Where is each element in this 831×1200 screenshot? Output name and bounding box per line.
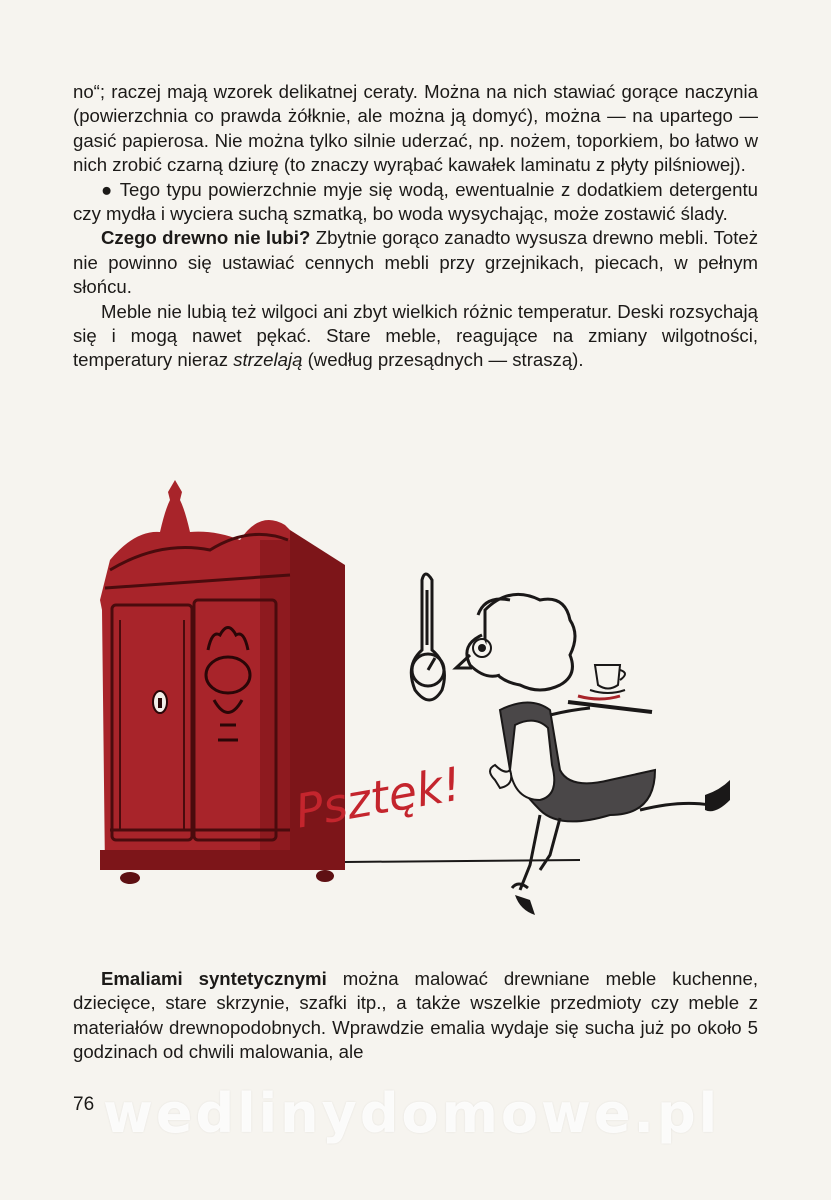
page-number: 76 — [73, 1094, 95, 1115]
paragraph-3 — [73, 226, 758, 299]
paragraph-2-text: Tego typu powierzchnie myje się wodą, ewentualnie z dodatkiem detergentu czy mydła i wyciera suchą szmatką, bo woda wysychając, może zostawić ślady. — [73, 178, 758, 225]
wardrobe-maid-illustration — [90, 470, 770, 950]
emalie-heading: Emaliami syntetycznymi — [101, 968, 327, 989]
paragraph-5 — [73, 967, 758, 1065]
bullet-icon: ● — [101, 178, 114, 200]
watermark-text: wedlinydomowe.pl — [103, 1082, 721, 1145]
psztek-caption: Psztęk! — [291, 756, 466, 839]
paragraph-4-text-a: Meble nie lubią też wilgoci ani zbyt wielkich różnic temperatur. Deski rozsychają się i mogą nawet pękać. Stare meble, reagujące na zmiany wilgotności, temperatury nieraz — [73, 300, 758, 371]
paragraph-4 — [73, 300, 758, 373]
paragraph-2 — [73, 178, 758, 227]
maid-illustration — [456, 594, 730, 915]
paragraph-5-text: można malować drewniane meble kuchenne, dziecięce, stare skrzynie, szafki itp., a także wszelkie przedmioty czy meble z materiałów drewnopodobnych. Wprawdzie emalia wydaje się sucha już po około 5 godzinach od chwili malowania, ale — [73, 968, 758, 1063]
emphasis-strzelaja: strzelają — [233, 349, 303, 371]
bottom-text-block — [73, 967, 758, 1065]
section-heading: Czego drewno nie lubi? — [101, 227, 311, 249]
top-text-block — [73, 80, 758, 373]
barometer-icon — [411, 574, 444, 700]
paragraph-4-text-b: (według przesądnych — straszą). — [302, 349, 584, 371]
paragraph-1: no“; raczej mają wzorek delikatnej ceraty. Można na nich stawiać gorące naczynia (powierzchnia co prawda żółknie, ale można ją domyć), można — na upartego — gasić papierosa. Nie można tylko silnie uderzać, np. nożem, toporkiem, bo łatwo w nich zrobić czarną dziurę (to znaczy wyrąbać kawałek laminatu z płyty pilśniowej). — [73, 81, 758, 176]
paragraph-3-text: Zbytnie gorąco zanadto wysusza drewno mebli. Toteż nie powinno się ustawiać cennych mebli przy grzejnikach, piecach, w pełnym słońcu. — [73, 227, 758, 298]
